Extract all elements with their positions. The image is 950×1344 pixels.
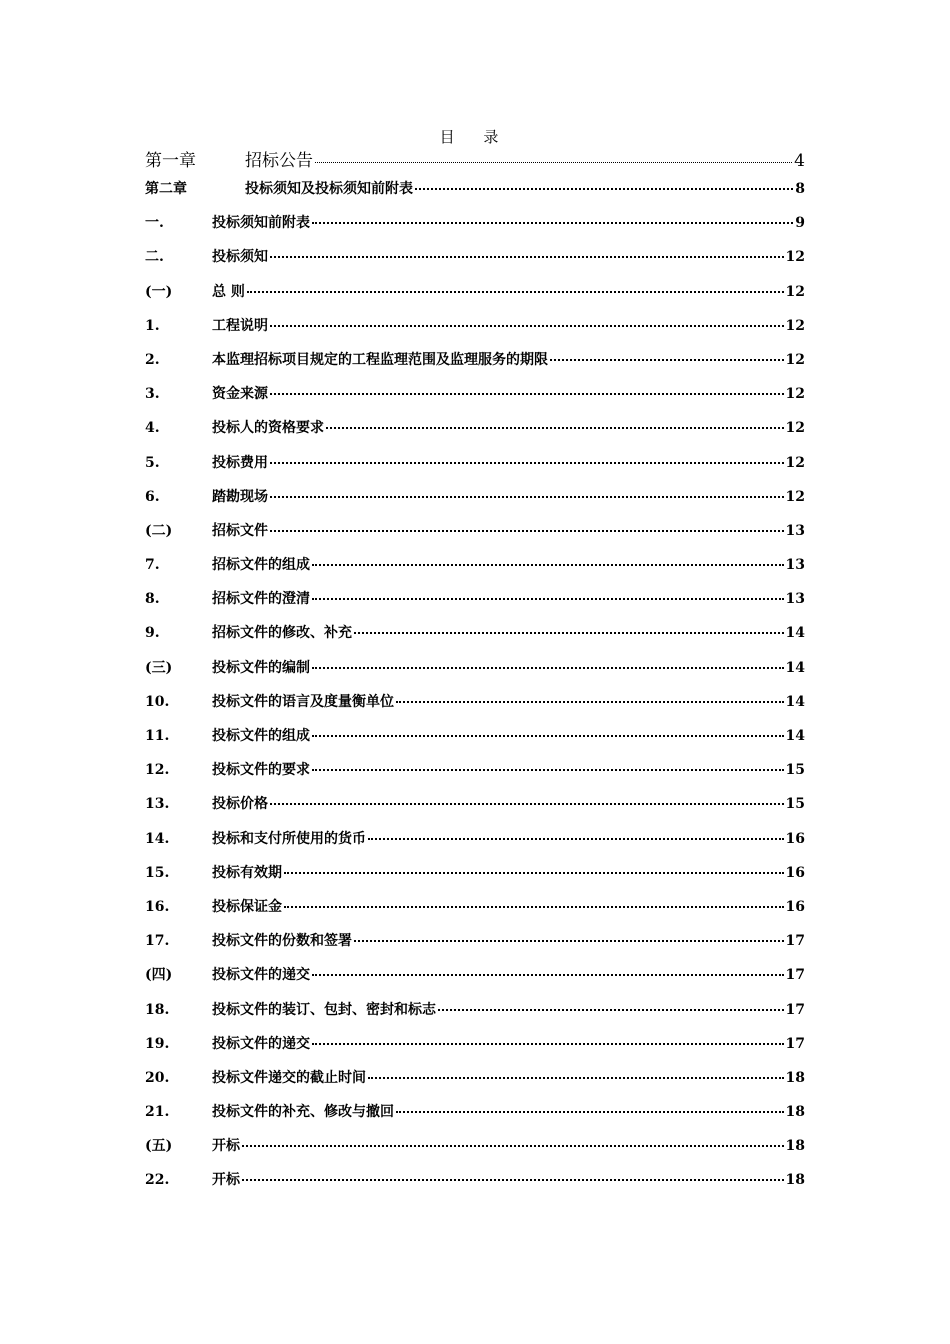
dot-leader xyxy=(312,564,784,566)
toc-entry-page-number: 17 xyxy=(785,1001,805,1018)
toc-entry-page-number: 14 xyxy=(785,693,805,710)
toc-entry-label: 投标须知前附表 xyxy=(212,215,310,232)
toc-title: 目 录 xyxy=(439,128,511,146)
dot-leader xyxy=(415,188,793,190)
toc-entry-page-number: 15 xyxy=(785,796,805,813)
dot-leader xyxy=(312,769,784,771)
dot-leader xyxy=(550,359,784,361)
toc-entry[interactable] xyxy=(145,1135,805,1169)
toc-entry-number: 4. xyxy=(145,420,160,437)
toc-entry-label: 招标文件 xyxy=(212,522,268,539)
toc-entry-number: (二) xyxy=(145,522,173,539)
toc-entry-page-number: 13 xyxy=(785,522,805,539)
toc-entry[interactable] xyxy=(145,1067,805,1101)
toc-entry-label: 投标文件的递交 xyxy=(212,1035,310,1052)
toc-entry-label: 投标文件的份数和签署 xyxy=(212,933,352,950)
dot-leader xyxy=(284,906,784,908)
toc-entry-number: 6. xyxy=(145,488,160,505)
toc-entry-page-number: 17 xyxy=(785,1035,805,1052)
toc-entry-label: 投标须知及投标须知前附表 xyxy=(245,181,413,197)
dot-leader xyxy=(368,838,784,840)
toc-entry[interactable] xyxy=(145,793,805,827)
toc-entry[interactable] xyxy=(145,657,805,691)
dot-leader xyxy=(312,598,784,600)
toc-entry-label: 投标文件的组成 xyxy=(212,728,310,744)
toc-entry-page-number: 9 xyxy=(795,215,805,232)
toc-entry-label: 投标价格 xyxy=(212,796,268,813)
toc-entry-page-number: 17 xyxy=(785,967,805,984)
dot-leader xyxy=(368,1077,784,1079)
dot-leader xyxy=(315,162,792,163)
toc-entry[interactable] xyxy=(145,281,805,315)
toc-entry-label: 投标文件递交的截止时间 xyxy=(212,1069,366,1086)
dot-leader xyxy=(438,1009,784,1011)
table-of-contents xyxy=(145,146,805,1204)
toc-entry-number: 10. xyxy=(145,693,170,710)
toc-entry-number: (五) xyxy=(145,1138,173,1155)
toc-entry-page-number: 17 xyxy=(785,933,805,950)
toc-entry-number: (一) xyxy=(145,283,173,300)
toc-entry-page-number: 13 xyxy=(785,591,805,608)
toc-entry[interactable] xyxy=(145,999,805,1033)
toc-entry-page-number: 8 xyxy=(795,181,805,197)
toc-entry-label: 投标有效期 xyxy=(212,864,282,881)
toc-entry[interactable] xyxy=(145,759,805,793)
toc-entry-number: 1. xyxy=(145,317,160,334)
toc-entry-page-number: 15 xyxy=(785,762,805,779)
toc-entry-number: 一. xyxy=(145,215,164,232)
dot-leader xyxy=(354,940,784,942)
toc-entry-number: 2. xyxy=(145,351,160,368)
toc-entry-label: 投标文件的装订、包封、密封和标志 xyxy=(212,1001,436,1018)
toc-entry[interactable] xyxy=(145,1101,805,1135)
toc-entry[interactable] xyxy=(145,383,805,417)
dot-leader xyxy=(270,256,784,258)
toc-entry-page-number: 12 xyxy=(785,283,805,300)
toc-entry[interactable] xyxy=(145,520,805,554)
dot-leader xyxy=(312,667,784,669)
toc-entry-page-number: 18 xyxy=(785,1069,805,1086)
dot-leader xyxy=(312,1043,784,1045)
dot-leader xyxy=(326,427,784,429)
toc-entry[interactable] xyxy=(145,486,805,520)
toc-entry[interactable] xyxy=(145,1169,805,1203)
dot-leader xyxy=(270,462,784,464)
dot-leader xyxy=(396,1111,784,1113)
toc-entry-label: 踏勘现场 xyxy=(212,488,268,505)
toc-entry[interactable] xyxy=(145,828,805,862)
toc-entry-page-number: 16 xyxy=(785,898,805,915)
toc-entry-page-number: 12 xyxy=(785,317,805,334)
toc-entry-label: 招标文件的澄清 xyxy=(212,591,310,608)
toc-entry-number: 16. xyxy=(145,898,170,915)
toc-entry-number: 21. xyxy=(145,1104,170,1121)
dot-leader xyxy=(247,291,784,293)
dot-leader xyxy=(396,701,784,703)
toc-entry-label: 开标 xyxy=(212,1172,240,1189)
toc-entry-label: 资金来源 xyxy=(212,386,268,403)
toc-entry-page-number: 16 xyxy=(785,830,805,847)
toc-entry-label: 投标费用 xyxy=(212,454,268,471)
toc-entry[interactable] xyxy=(145,964,805,998)
toc-entry-number: 12. xyxy=(145,762,170,779)
toc-entry[interactable] xyxy=(145,691,805,725)
toc-entry[interactable] xyxy=(145,417,805,451)
toc-entry[interactable] xyxy=(145,178,805,212)
toc-entry[interactable] xyxy=(145,896,805,930)
toc-entry-page-number: 13 xyxy=(785,557,805,574)
toc-entry-label: 总 则 xyxy=(212,283,245,300)
toc-entry[interactable] xyxy=(145,315,805,349)
toc-entry-label: 开标 xyxy=(212,1138,240,1155)
toc-entry-number: 第二章 xyxy=(145,181,187,197)
toc-entry-number: 22. xyxy=(145,1172,170,1189)
toc-entry[interactable] xyxy=(145,212,805,246)
toc-entry-label: 投标文件的递交 xyxy=(212,967,310,984)
toc-entry-page-number: 12 xyxy=(785,386,805,403)
toc-entry-number: 20. xyxy=(145,1069,170,1086)
toc-entry-label: 投标文件的补充、修改与撤回 xyxy=(212,1104,394,1121)
toc-entry[interactable] xyxy=(145,452,805,486)
toc-entry-number: 15. xyxy=(145,864,170,881)
dot-leader xyxy=(312,222,793,224)
toc-entry-number: 3. xyxy=(145,386,160,403)
dot-leader xyxy=(312,735,784,737)
dot-leader xyxy=(270,325,784,327)
toc-entry-label: 投标保证金 xyxy=(212,898,282,915)
toc-entry-label: 招标文件的组成 xyxy=(212,557,310,574)
toc-entry[interactable] xyxy=(145,146,805,178)
dot-leader xyxy=(270,530,784,532)
toc-entry-page-number: 12 xyxy=(785,249,805,266)
dot-leader xyxy=(242,1145,784,1147)
dot-leader xyxy=(270,496,784,498)
toc-entry[interactable] xyxy=(145,588,805,622)
toc-entry-number: 18. xyxy=(145,1001,170,1018)
toc-entry-number: 9. xyxy=(145,625,160,642)
toc-entry-number: 二. xyxy=(145,249,164,266)
dot-leader xyxy=(242,1179,784,1181)
toc-entry[interactable] xyxy=(145,554,805,588)
toc-entry-page-number: 4 xyxy=(794,151,805,171)
toc-entry-number: 19. xyxy=(145,1035,170,1052)
dot-leader xyxy=(312,974,784,976)
toc-entry-page-number: 18 xyxy=(785,1138,805,1155)
toc-entry-page-number: 18 xyxy=(785,1104,805,1121)
toc-entry-label: 招标公告 xyxy=(245,151,313,171)
toc-entry-label: 本监理招标项目规定的工程监理范围及监理服务的期限 xyxy=(212,351,548,368)
toc-entry[interactable] xyxy=(145,1033,805,1067)
toc-entry-page-number: 16 xyxy=(785,864,805,881)
toc-entry-number: 17. xyxy=(145,933,170,950)
toc-entry-page-number: 18 xyxy=(785,1172,805,1189)
toc-entry-number: 第一章 xyxy=(145,151,196,171)
dot-leader xyxy=(270,803,784,805)
toc-entry-page-number: 12 xyxy=(785,488,805,505)
toc-entry[interactable] xyxy=(145,862,805,896)
toc-entry[interactable] xyxy=(145,246,805,280)
toc-entry[interactable] xyxy=(145,622,805,656)
toc-entry-page-number: 12 xyxy=(785,351,805,368)
toc-entry-number: 11. xyxy=(145,728,170,744)
toc-entry-number: 14. xyxy=(145,830,170,847)
dot-leader xyxy=(354,632,784,634)
toc-entry-label: 投标文件的要求 xyxy=(212,762,310,779)
toc-entry[interactable] xyxy=(145,725,805,759)
toc-entry-page-number: 12 xyxy=(785,454,805,471)
toc-entry-page-number: 14 xyxy=(785,659,805,676)
toc-entry-number: (四) xyxy=(145,967,173,984)
toc-entry-label: 工程说明 xyxy=(212,317,268,334)
toc-entry-label: 投标须知 xyxy=(212,249,268,266)
toc-entry[interactable] xyxy=(145,349,805,383)
toc-entry-label: 投标文件的语言及度量衡单位 xyxy=(212,693,394,710)
dot-leader xyxy=(270,393,784,395)
toc-entry-page-number: 14 xyxy=(785,625,805,642)
dot-leader xyxy=(284,872,784,874)
toc-entry-number: (三) xyxy=(145,659,173,676)
toc-entry-number: 8. xyxy=(145,591,160,608)
toc-entry-label: 投标和支付所使用的货币 xyxy=(212,830,366,847)
toc-entry-number: 13. xyxy=(145,796,170,813)
toc-entry-page-number: 14 xyxy=(785,728,805,744)
toc-entry-label: 投标文件的编制 xyxy=(212,659,310,676)
toc-entry-label: 投标人的资格要求 xyxy=(212,420,324,437)
toc-entry-number: 5. xyxy=(145,454,160,471)
toc-entry-number: 7. xyxy=(145,557,160,574)
toc-entry[interactable] xyxy=(145,930,805,964)
toc-entry-page-number: 12 xyxy=(785,420,805,437)
toc-entry-label: 招标文件的修改、补充 xyxy=(212,625,352,642)
